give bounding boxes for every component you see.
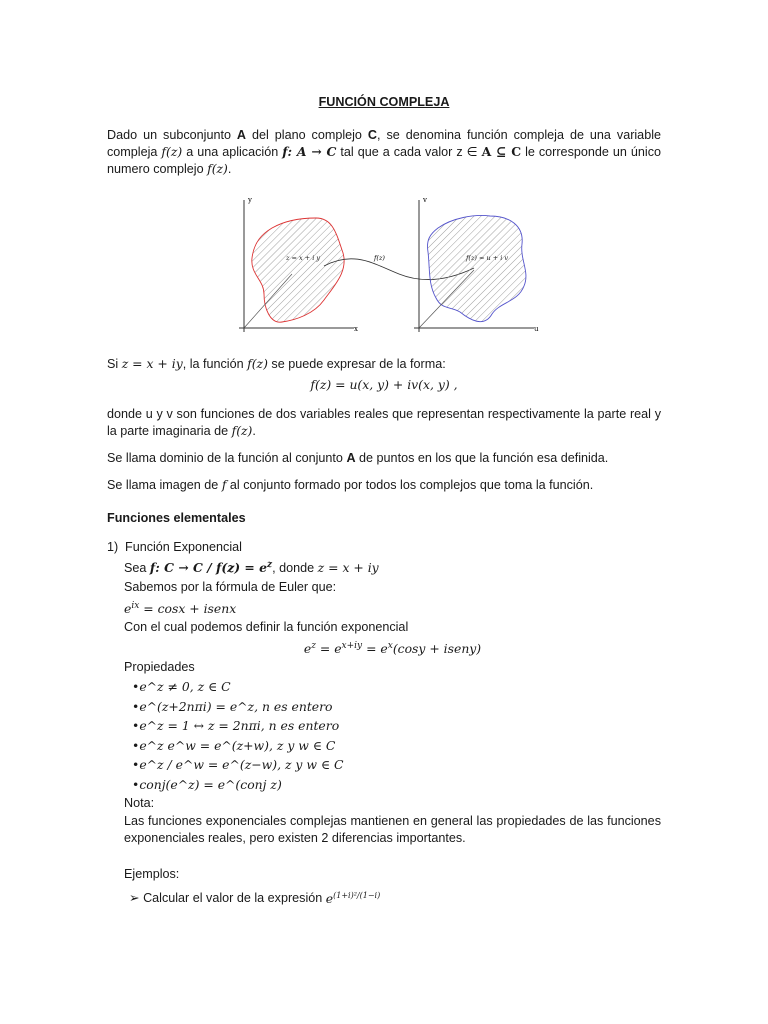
domain-region — [252, 218, 344, 322]
def-formula: $e^z = e^{x+iy} = e^x(\cos y$ + iseny) — [303, 641, 482, 657]
uv-equation: f(z) = u(x, y) + iv(x, y) , — [310, 377, 458, 392]
example-exponent: (1+i)²/(1−i) — [333, 890, 381, 900]
nota-title: Nota: — [124, 796, 155, 811]
sea-line: Sea f: $C \to C / f(z) = e^z$, donde z = x + iy — [124, 560, 379, 576]
y-axis-label: y — [248, 196, 252, 204]
w-label: f(z) = u + i v — [466, 254, 509, 262]
f-label: f(z) — [374, 254, 385, 262]
euler-intro: Sabemos por la fórmula de Euler que: — [124, 580, 337, 595]
uv-paragraph: donde u y v son funciones de dos variables reales que representan respectivamente la parte real y la parte imaginaria de f(z). — [107, 407, 661, 438]
doc-title: FUNCIÓN COMPLEJA — [318, 95, 450, 109]
prop-3: •e^z = 1 ↔ z = 2nπi, n es entero — [132, 718, 340, 734]
ejemplos-title: Ejemplos: — [124, 867, 180, 882]
props-list — [124, 677, 661, 794]
imagen-paragraph: Se llama imagen de f al conjunto formado por todos los complejos que toma la función. — [107, 477, 594, 492]
exponencial-body — [124, 556, 661, 884]
prop-2: •e^(z+2nπi) = e^z, n es entero — [132, 698, 333, 714]
u-axis-label: u — [534, 325, 539, 333]
prop-4: •e^z e^w = e^(z+w), z y w ∈ C — [132, 737, 336, 753]
section-title: Funciones elementales — [107, 511, 246, 525]
props-title: Propiedades — [124, 660, 195, 675]
document-page — [107, 90, 661, 908]
mapping-figure — [107, 190, 661, 342]
mapping-diagram — [224, 190, 544, 342]
z-label: z = x + i y — [286, 254, 321, 262]
arrow-bullet-icon: ➢ — [129, 891, 140, 906]
euler-formula: $e^{ix} = \cos x$ + isenx — [124, 601, 237, 617]
image-region — [427, 216, 525, 322]
prop-5: •e^z / e^w = e^(z−w), z y w ∈ C — [132, 757, 344, 773]
x-axis-label: x — [354, 325, 358, 333]
dominio-paragraph: Se llama dominio de la función al conjunto A de puntos en los que la función esa definida. — [107, 451, 609, 465]
v-axis-label: v — [423, 196, 427, 204]
si-paragraph: Si z = x + iy, la función f(z) se puede expresar de la forma: — [107, 356, 446, 371]
list-item-exponencial: 1) Función Exponencial — [107, 540, 242, 554]
example-1: ➢ Calcular el valor de la expresión $e^{(1+i)^2/(1-i)}$ — [129, 890, 381, 906]
def-intro: Con el cual podemos definir la función exponencial — [124, 620, 409, 635]
nota-text: Las funciones exponenciales complejas mantienen en general las propiedades de las funciones exponenciales reales, pero existen 2 diferencias importantes. — [124, 814, 661, 846]
prop-1: •e^z ≠ 0, z ∈ C — [132, 679, 231, 695]
prop-6: •conj(e^z) = e^(conj z) — [132, 776, 282, 792]
intro-paragraph: Dado un subconjunto A del plano complejo C, se denomina función compleja de una variable compleja f(z) a una aplicación f: A → C tal que a cada valor z ∈ A ⊆ C le corresponde un único numero complejo f(z). — [107, 128, 661, 176]
